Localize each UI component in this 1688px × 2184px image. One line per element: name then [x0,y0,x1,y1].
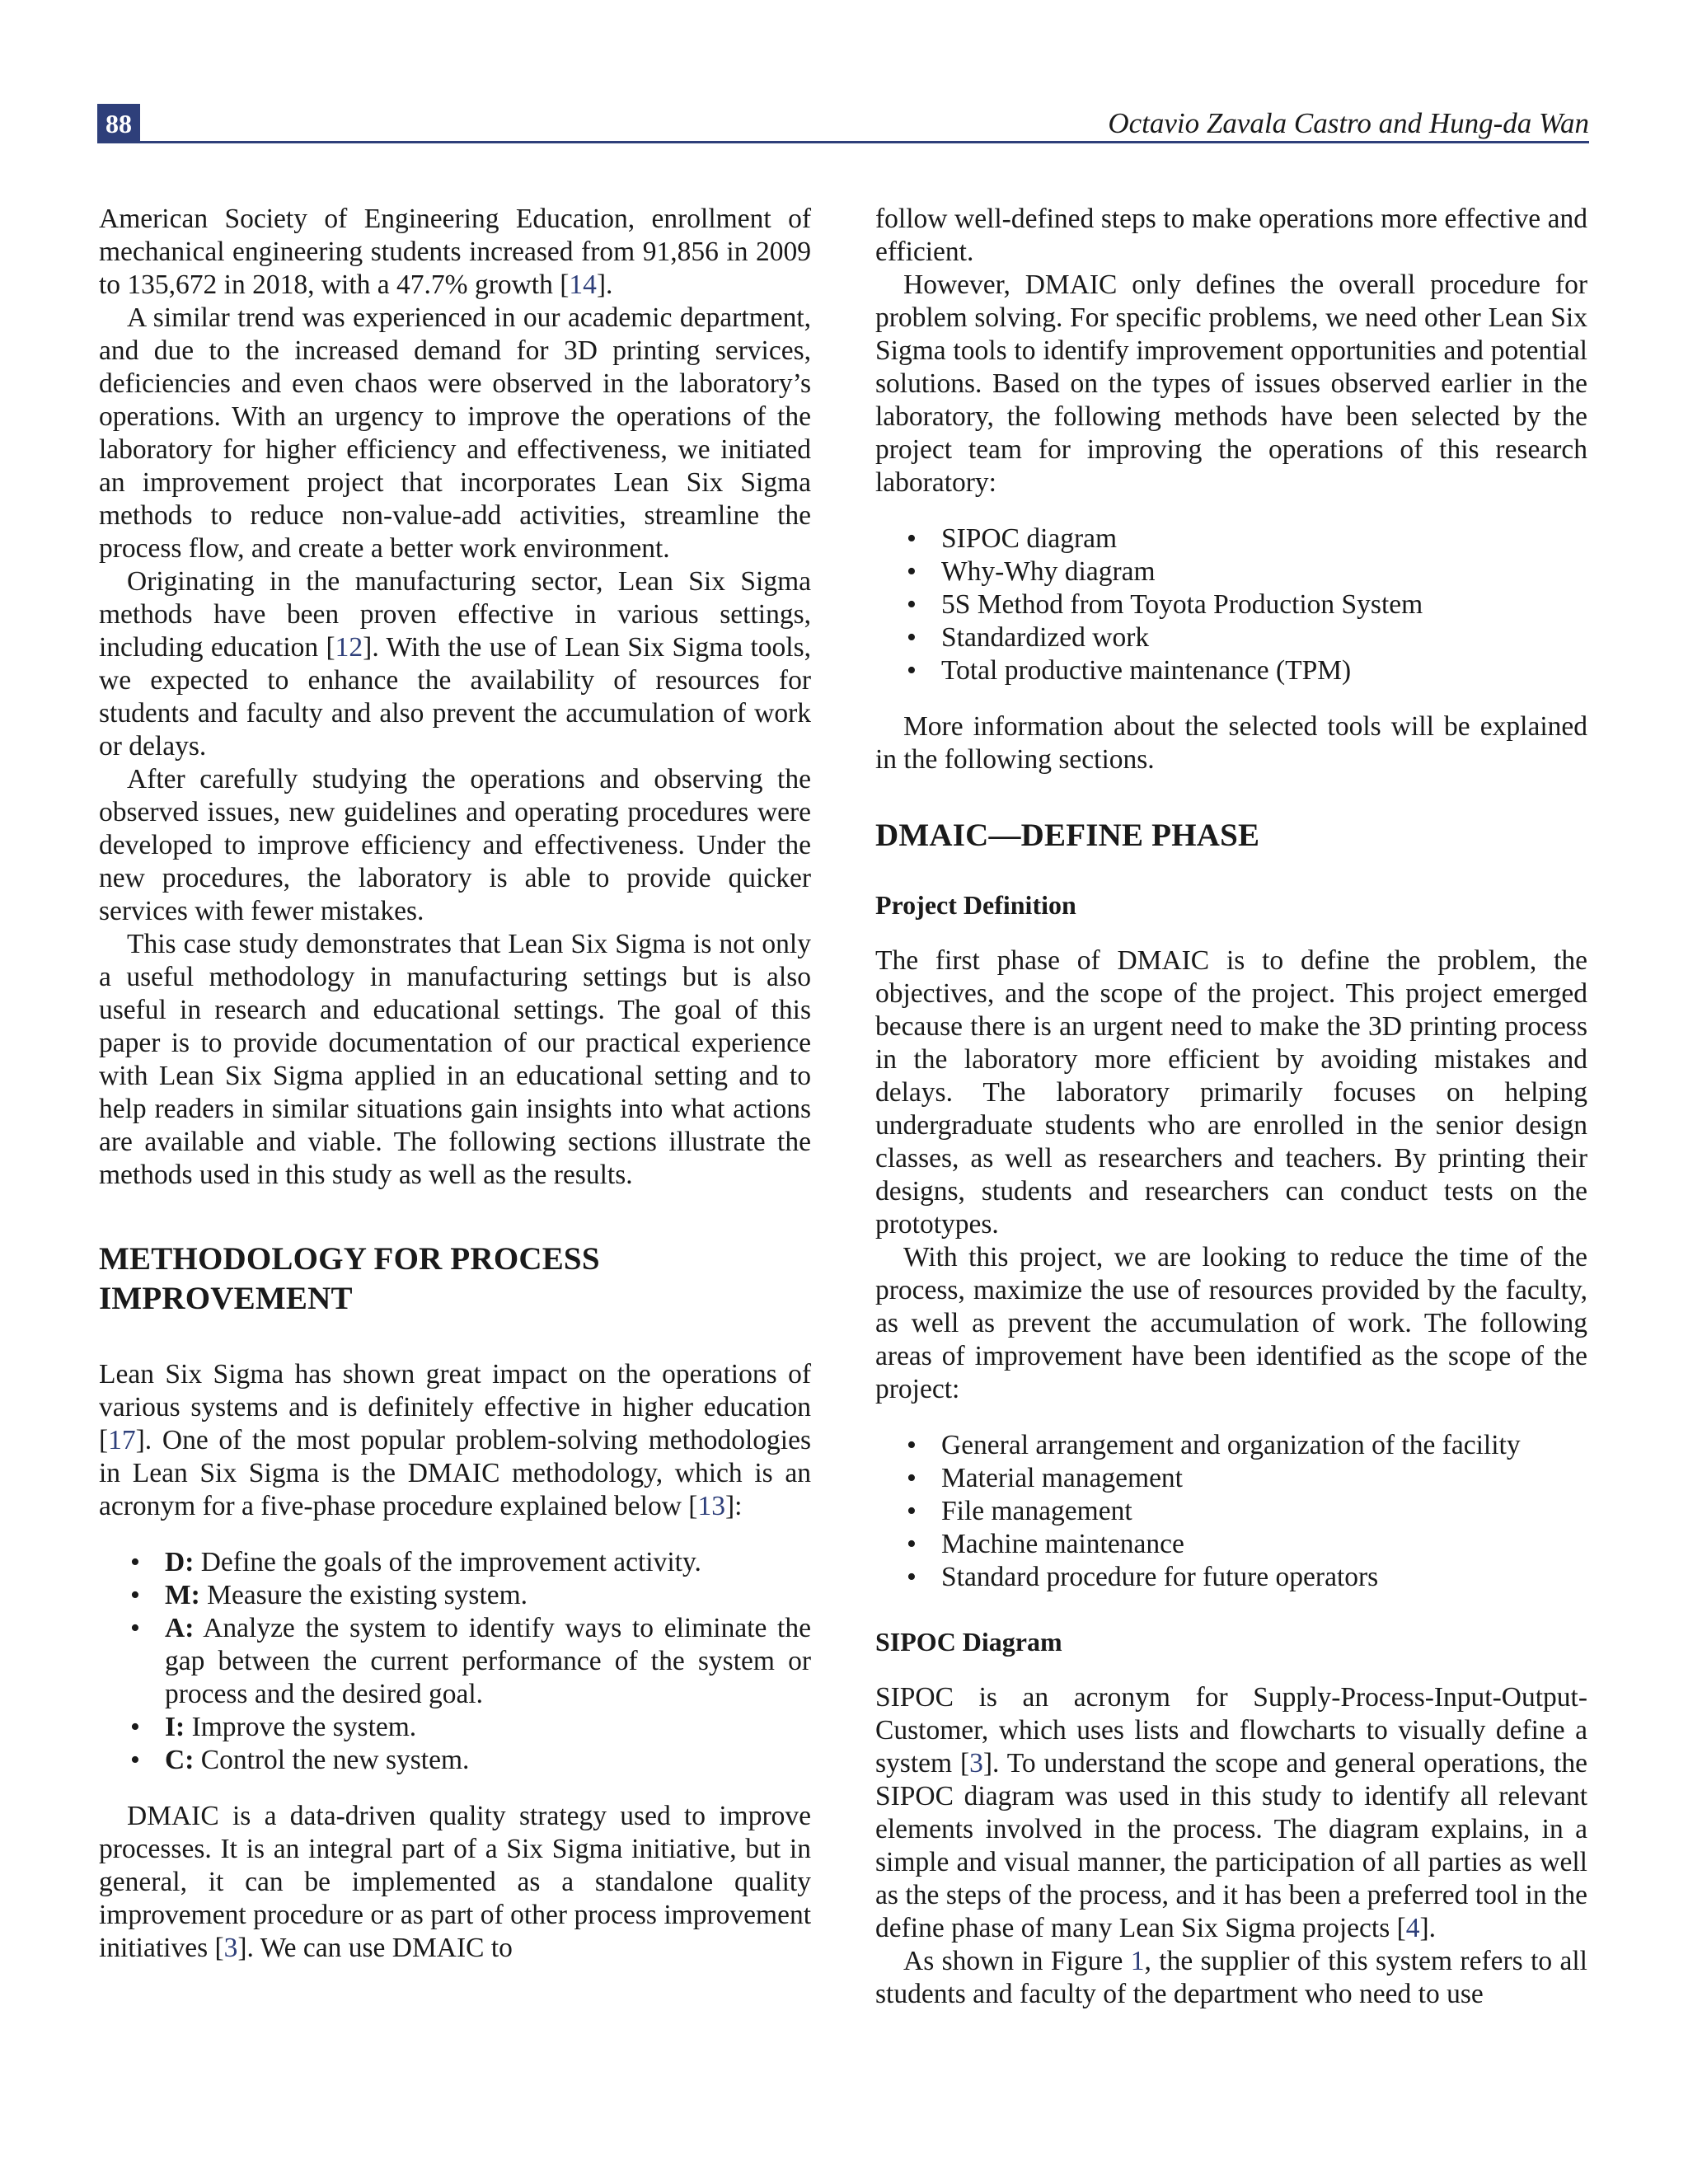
list-item: • Why-Why diagram [875,555,1587,588]
list-item: • Standard procedure for future operators [875,1561,1587,1594]
paragraph: American Society of Engineering Education, enrollment of mechanical engineering students increased from 91,856 in 2009 to 135,672 in 2018, with a 47.7% growth [14]. [99,204,811,300]
citation-link[interactable]: 3 [969,1748,983,1779]
subsection-heading-sipoc: SIPOC Diagram [875,1627,1062,1657]
citation-link[interactable]: 13 [697,1491,725,1521]
citation-link[interactable]: 4 [1405,1913,1420,1943]
paragraph: Originating in the manufacturing sector, Lean Six Sigma methods have been proven effective in various settings, including education [12]. With the use of Lean Six Sigma tools, we expected to enhance the availability of resources for students and faculty and also prevent the accumulation of work or delays. [99,566,811,762]
citation-link[interactable]: 12 [335,632,363,663]
list-item: • I: Improve the system. [99,1711,811,1744]
list-item: • 5S Method from Toyota Production System [875,588,1587,621]
paragraph: This case study demonstrates that Lean Six Sigma is not only a useful methodology in manufacturing settings but is also useful in research and educational settings. The goal of this paper is to provide documentation of our practical experience with Lean Six Sigma applied in an educational setting and to help readers in similar situations gain insights into what actions are available and viable. The following sections illustrate the methods used in this study as well as the results. [99,929,811,1190]
citation-link[interactable]: 3 [223,1933,238,1963]
paragraph: However, DMAIC only defines the overall procedure for problem solving. For specific problems, we need other Lean Six Sigma tools to identify improvement opportunities and potential solutions. Based on the types of issues observed earlier in the laboratory, the following methods have been selected by the project team for improving the operations of this research laboratory: [875,269,1587,498]
list-item: • Machine maintenance [875,1528,1587,1561]
citation-link[interactable]: 14 [569,269,597,300]
list-item: • Material management [875,1462,1587,1495]
right-column [875,203,1587,2011]
header-rule [140,141,1589,143]
list-item: • C: Control the new system. [99,1744,811,1777]
scope-list [875,1429,1587,1594]
paragraph: A similar trend was experienced in our academic department, and due to the increased demand for 3D printing services, deficiencies and even chaos were observed in the laboratory’s operations. With an urgency to improve the operations of the laboratory for higher efficiency and effectiveness, we initiated an improvement project that incorporates Lean Six Sigma methods to reduce non-value-add activities, streamline the process flow, and create a better work environment. [99,302,811,564]
subsection-heading-project-definition: Project Definition [875,890,1076,920]
paragraph: follow well-defined steps to make operations more effective and efficient. [875,204,1587,267]
list-item: • File management [875,1495,1587,1528]
list-item: • General arrangement and organization of the facility [875,1429,1587,1462]
list-item: • Standardized work [875,621,1587,654]
section-heading-define-phase: DMAIC—DEFINE PHASE [875,818,1260,853]
tools-list [875,523,1587,687]
paragraph: After carefully studying the operations and observing the observed issues, new guidelines and operating procedures were developed to improve efficiency and effectiveness. Under the new procedures, the laboratory is able to provide quicker services with fewer mistakes. [99,764,811,926]
paragraph: DMAIC is a data-driven quality strategy used to improve processes. It is an integral part of a Six Sigma initiative, but in general, it can be implemented as a standalone quality improvement procedure or as part of other process improvement initiatives [3]. We can use DMAIC to [99,1801,811,1963]
paragraph: Lean Six Sigma has shown great impact on the operations of various systems and is definitely effective in higher education [17]. One of the most popular problem-solving methodologies in Lean Six Sigma is the DMAIC methodology, which is an acronym for a five-phase procedure explained below [13]: [99,1359,811,1521]
paragraph: SIPOC is an acronym for Supply-Process-Input-Output-Customer, which uses lists and flowcharts to visually define a system [3]. To understand the scope and general operations, the SIPOC diagram was used in this study to identify all relevant elements involved in the process. The diagram explains, in a simple and visual manner, the participation of all parties as well as the steps of the process, and it has been a preferred tool in the define phase of many Lean Six Sigma projects [4]. [875,1682,1587,1943]
list-item: • SIPOC diagram [875,523,1587,555]
running-head-authors: Octavio Zavala Castro and Hung-da Wan [1108,107,1589,139]
figure-link[interactable]: 1 [1130,1946,1145,1976]
page-header [97,104,1589,143]
paragraph: With this project, we are looking to reduce the time of the process, maximize the use of resources provided by the faculty, as well as prevent the accumulation of work. The following areas of improvement have been identified as the scope of the project: [875,1242,1587,1404]
paragraph: As shown in Figure 1, the supplier of this system refers to all students and faculty of the department who need to use [875,1946,1587,2009]
paragraph: More information about the selected tools will be explained in the following sections. [875,711,1587,775]
list-item: • A: Analyze the system to identify ways to eliminate the gap between the current performance of the system or process and the desired goal. [99,1612,811,1711]
list-item: • Total productive maintenance (TPM) [875,654,1587,687]
section-heading-methodology: METHODOLOGY FOR PROCESS IMPROVEMENT [99,1241,600,1316]
list-item: • D: Define the goals of the improvement activity. [99,1546,811,1579]
left-column [99,203,811,1965]
citation-link[interactable]: 17 [108,1425,136,1455]
page-number: 88 [97,104,140,143]
paragraph: The first phase of DMAIC is to define the problem, the objectives, and the scope of the project. This project emerged because there is an urgent need to make the 3D printing process in the laboratory more efficient by avoiding mistakes and delays. The laboratory primarily focuses on helping undergraduate students who are enrolled in the senior design classes, as well as researchers and teachers. By printing their designs, students and researchers can conduct tests on the prototypes. [875,945,1587,1240]
dmaic-list [99,1546,811,1777]
list-item: • M: Measure the existing system. [99,1579,811,1612]
